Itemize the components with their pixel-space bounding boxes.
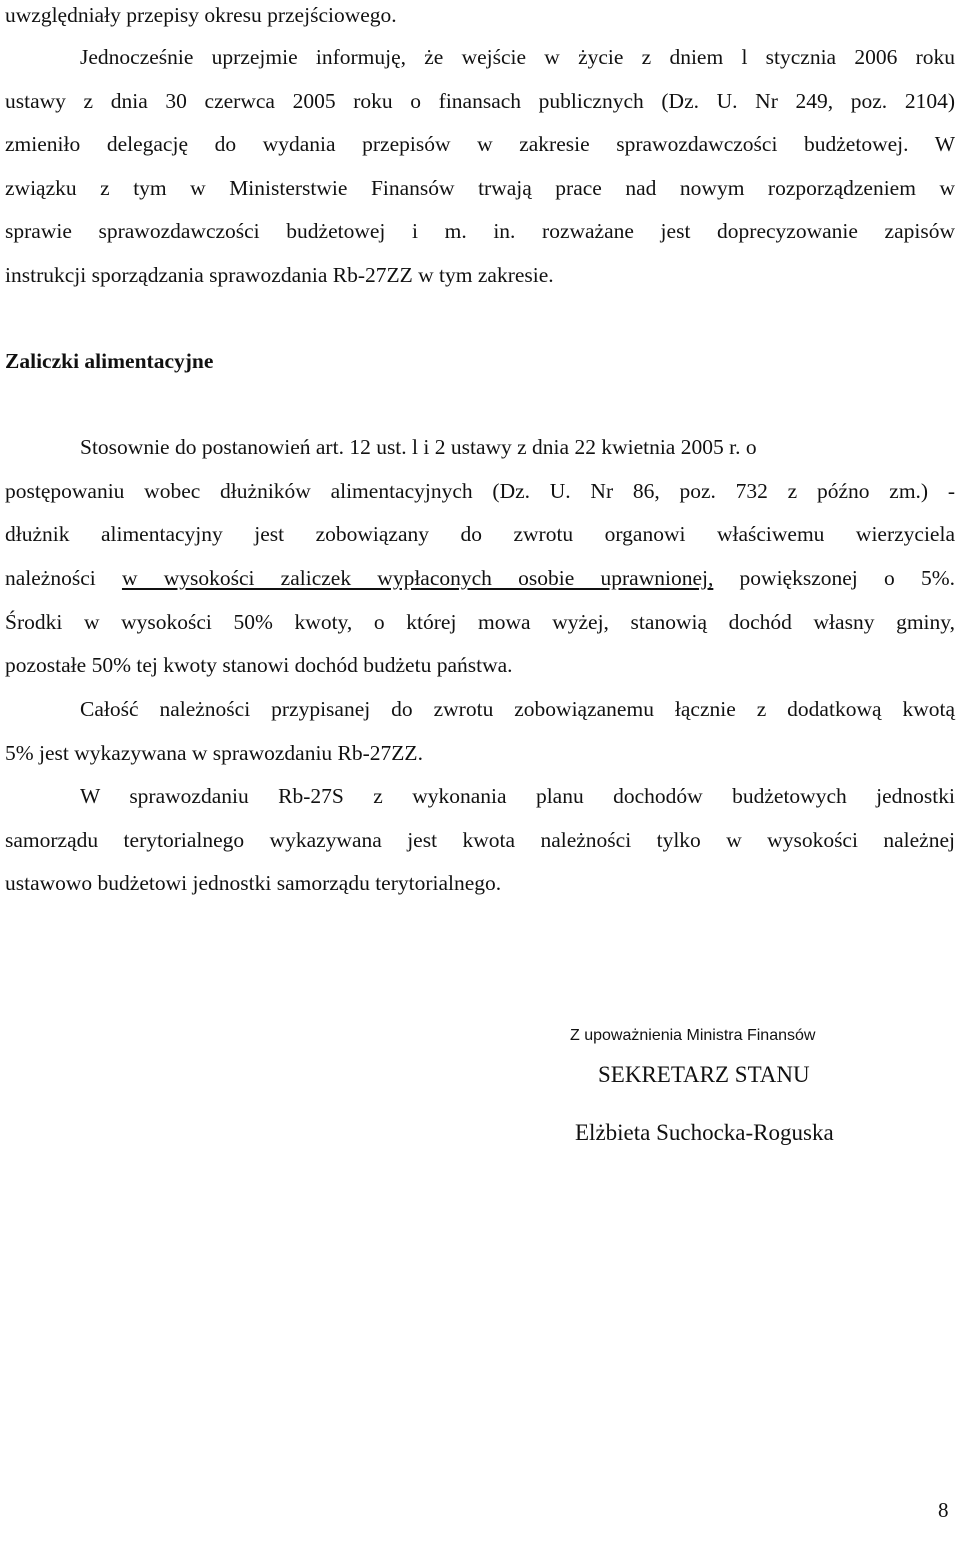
paragraph-line: Stosownie do postanowień art. 12 ust. l i 2 ustawy z dnia 22 kwietnia 2005 r. o <box>80 435 757 459</box>
signature-title: SEKRETARZ STANU <box>598 1062 810 1087</box>
text-segment: należności <box>5 566 122 590</box>
signature-authority: Z upoważnienia Ministra Finansów <box>570 1027 816 1044</box>
paragraph-line: Całość należności przypisanej do zwrotu zobowiązanemu łącznie z dodatkową kwotą <box>80 697 955 721</box>
page-number: 8 <box>938 1498 949 1522</box>
paragraph-line: Środki w wysokości 50% kwoty, o której mowa wyżej, stanowią dochód własny gminy, <box>5 610 955 634</box>
paragraph-line: pozostałe 50% tej kwoty stanowi dochód budżetu państwa. <box>5 653 513 677</box>
paragraph-line: Jednocześnie uprzejmie informuję, że wejście w życie z dniem l stycznia 2006 roku <box>80 45 955 69</box>
paragraph-line: ustawowo budżetowi jednostki samorządu terytorialnego. <box>5 871 502 895</box>
text-segment: powiększonej o 5%. <box>713 566 955 590</box>
paragraph-line: uwzględniały przepisy okresu przejściowego. <box>5 3 397 27</box>
paragraph-line <box>5 563 955 593</box>
paragraph-line: ustawy z dnia 30 czerwca 2005 roku o finansach publicznych (Dz. U. Nr 249, poz. 2104) <box>5 89 955 113</box>
paragraph-line: instrukcji sporządzania sprawozdania Rb-27ZZ w tym zakresie. <box>5 263 554 287</box>
signature-name: Elżbieta Suchocka-Roguska <box>575 1120 834 1145</box>
underlined-phrase: w wysokości zaliczek wypłaconych osobie uprawnionej, <box>121 566 714 590</box>
paragraph-line: postępowaniu wobec dłużników alimentacyjnych (Dz. U. Nr 86, poz. 732 z późno zm.) - <box>5 479 955 503</box>
paragraph-line: dłużnik alimentacyjny jest zobowiązany do zwrotu organowi właściwemu wierzyciela <box>5 522 955 546</box>
section-heading: Zaliczki alimentacyjne <box>5 349 214 373</box>
paragraph-line: sprawie sprawozdawczości budżetowej i m. in. rozważane jest doprecyzowanie zapisów <box>5 219 955 243</box>
paragraph-line: związku z tym w Ministerstwie Finansów trwają prace nad nowym rozporządzeniem w <box>5 176 955 200</box>
paragraph-line: zmieniło delegację do wydania przepisów w zakresie sprawozdawczości budżetowej. W <box>5 132 955 156</box>
paragraph-line: 5% jest wykazywana w sprawozdaniu Rb-27ZZ. <box>5 741 423 765</box>
paragraph-line: samorządu terytorialnego wykazywana jest kwota należności tylko w wysokości należnej <box>5 828 955 852</box>
paragraph-line: W sprawozdaniu Rb-27S z wykonania planu dochodów budżetowych jednostki <box>80 784 955 808</box>
